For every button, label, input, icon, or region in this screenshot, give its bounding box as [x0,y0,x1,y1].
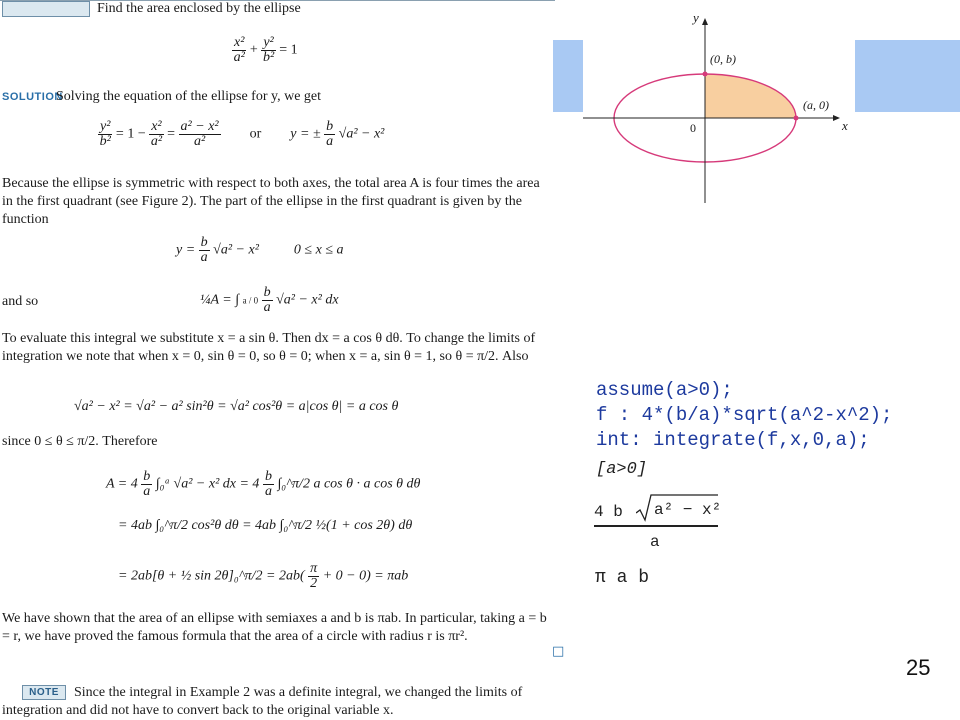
page-number: 25 [906,655,931,680]
header-rule [0,0,555,1]
point-0-b [703,72,708,77]
paragraph-symmetry: Because the ellipse is symmetric with respect to both axes, the total area A is four times the area in the first quadrant (see Figure 2). The part of the ellipse in the first quadrant is given by the function [2,176,540,227]
top-point-label: (0, b) [710,52,736,66]
paragraph-substitution: To evaluate this integral we substitute x = a sin θ. Then dx = a cos θ dθ. To change the limits of integration we note that when x = 0, sin θ = 0, so θ = 0; when x = a, sin θ = 1, so θ = π/2. Also [2,331,536,364]
area-equation-1: A = 4 $\frac{b}{a}$ ∫₀ᵃ √a² − x² dx = 4 $\frac{b}{a}$ ∫₀^π/2 a cos θ · a cos θ dθ [106,469,421,499]
maxima-line-assume: assume(a>0); [596,379,733,401]
x-axis-label: x [842,118,848,133]
y-axis-arrow-icon [702,18,708,25]
example-label-box [2,1,90,17]
decorative-blue-block-right [855,40,960,112]
substitution-equation: √a² − x² = √a² − a² sin²θ = √a² cos²θ = a|cos θ| = a cos θ [74,399,399,414]
y-axis-label: y [693,10,699,25]
paragraph-conclusion: We have shown that the area of an ellipse with semiaxes a and b is πab. In particular, taking a = b = r, we have proved the famous formula that the area of a circle with radius r is πr². [2,611,547,644]
output-denominator: a [650,532,660,551]
solution-label: SOLUTION [2,91,63,103]
function-equation: y = $\frac{b}{a}$ √a² − x² 0 ≤ x ≤ a [176,235,344,265]
maxima-output-integral [594,493,722,551]
maxima-line-define-f: f : 4*(b/a)*sqrt(a^2-x^2); [596,404,893,426]
area-equation-3: = 2ab[θ + ½ sin 2θ]₀^π/2 = 2ab( $\frac{\pi}{2}$ + 0 − 0) = πab [118,561,409,591]
maxima-output-assume: [a>0] [596,460,648,479]
first-quadrant-fill [705,74,796,118]
solution-text: Solving the equation of the ellipse for y, we get [56,89,322,104]
right-point-label: (a, 0) [803,98,829,112]
quarter-area-equation: ¼A = ∫ a / 0 $\frac{b}{a}$ √a² − x² dx [200,285,339,315]
x-axis-arrow-icon [833,115,840,121]
note-label: NOTE [22,685,66,700]
area-equation-2: = 4ab ∫₀^π/2 cos²θ dθ = 4ab ∫₀^π/2 ½(1 + cos 2θ) dθ [118,518,413,533]
output-numerator: 4 b a² − x² [594,493,718,523]
solve-equation: $\frac{\text{y²}}{\text{b²}}$ = 1 − $\frac{\text{x²}}{\text{a²}}$ = $\frac{\text{a² − x²}}{\text{a²}}$ or y = ± $\frac{b}{a}$ √a² − x² [99,119,385,149]
end-of-proof-mark: □ [552,644,565,659]
and-so-text: and so [2,294,39,309]
point-a-0 [794,116,799,121]
output-fraction-bar [594,525,718,527]
maxima-line-integrate: int: integrate(f,x,0,a); [596,429,870,451]
note-text: Since the integral in Example 2 was a definite integral, we changed the limits of integration and did not have to convert back to the original variable x. [2,685,523,718]
since-text: since 0 ≤ θ ≤ π/2. Therefore [2,434,158,449]
origin-label: 0 [690,121,696,135]
maxima-output-result: π a b [595,568,650,588]
ellipse-equation: $\frac{\text{x²}}{\text{a²}}$ + $\frac{\text{y²}}{\text{b²}}$ = 1 [233,35,298,65]
problem-title: Find the area enclosed by the ellipse [97,1,301,16]
